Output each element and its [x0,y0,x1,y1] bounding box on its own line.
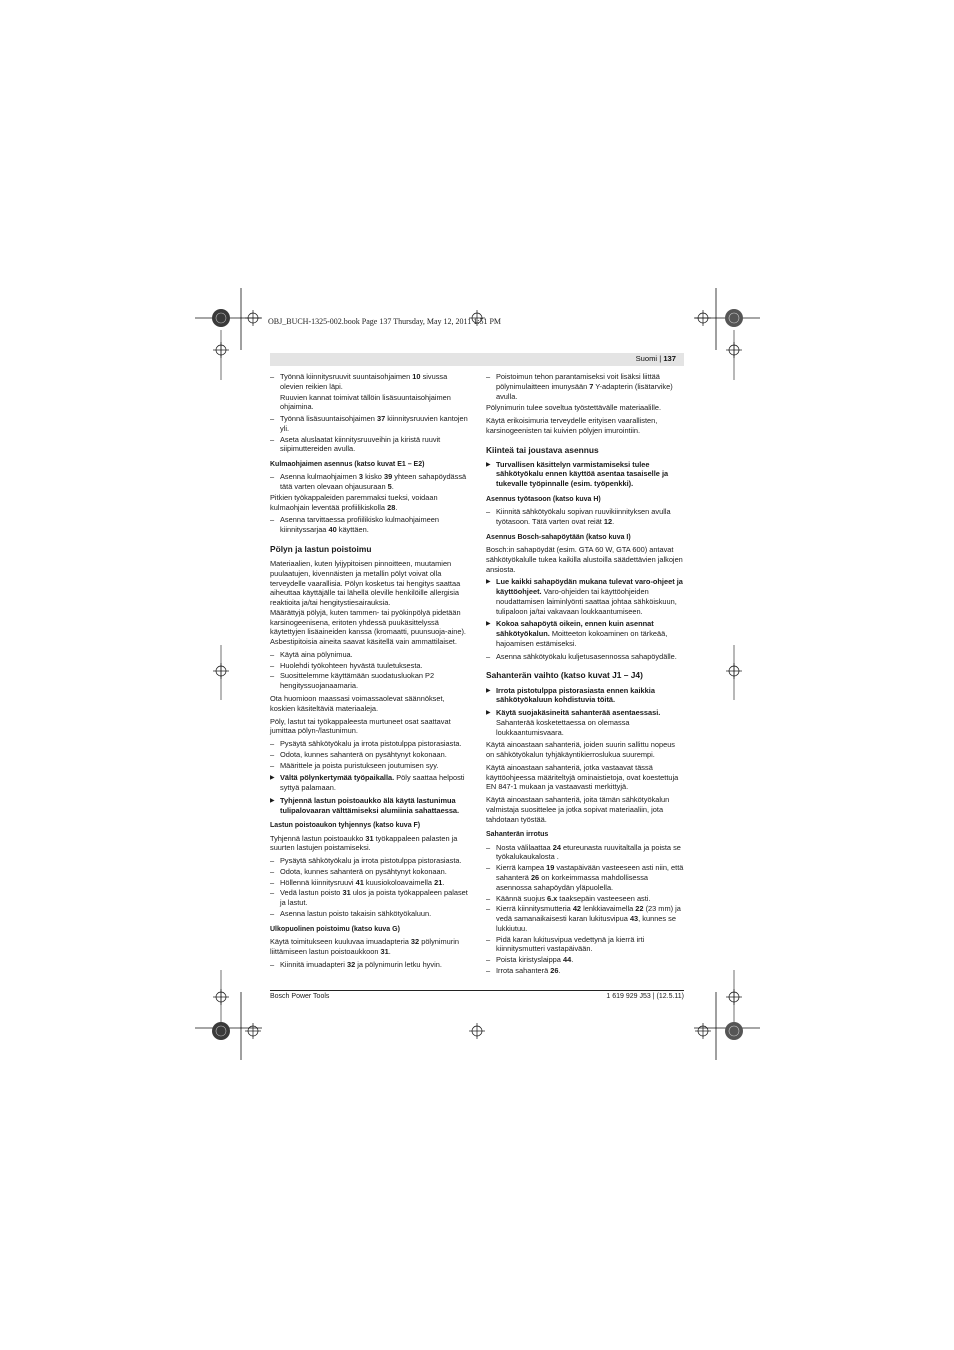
book-file-info: OBJ_BUCH-1325-002.book Page 137 Thursday, May 12, 2011 1:51 PM [268,317,502,326]
warning-item: ▶ Kokoa sahapöytä oikein, ennen kuin asennat sähkötyökalun. Moitteeton kokoaminen on tärkeää, hajoamisen estämiseksi. [486,619,684,648]
subheading-tyotaso: Asennus työtasoon (katso kuva H) [486,495,601,503]
header-section: Suomi [635,354,658,363]
warning-item: ▶ Lue kaikki sahapöydän mukana tulevat varo-ohjeet ja käyttöohjeet. Varo-ohjeiden tai käyttöohjeiden noudattamisen laiminlyönti saattaa johtaa sähköiskuun, tulipaloon ja/tai vakavaan loukkaantumiseen. [486,577,684,616]
list-item: – Poistoimun tehon parantamiseksi voit lisäksi liittää pölynimulaitteen imunysään 7 Y-adapterin (lisätarvike) avulla. [486,372,684,401]
list-item: – Asenna lastun poisto takaisin sähkötyökaluun. [270,909,468,919]
warning-item: ▶ Irrota pistotulppa pistorasiasta ennen kaikkia sähkötyökaluun kohdistuvia töitä. [486,686,684,706]
paragraph: Pitkien työkappaleiden paremmaksi tueksi, voidaan kulmaohjain leventää profiilikiskolla 28. [270,492,438,512]
paragraph: Pölynimurin tulee soveltua työstettävälle materiaalille. [486,403,661,413]
left-column [270,372,468,970]
list-item: – Kierrä kampea 19 vastapäivään vasteeseen asti niin, että sahanterä 26 on korkeimmassa mahdollisessa asennossa sahapöydän yläpuolella. [486,863,684,892]
list-item: – Määrittele ja poista puristukseen joutumisen syy. [270,761,468,771]
list-item: – Höllennä kiinnitysruuvi 41 kuusiokoloavaimella 21. [270,878,468,888]
list-item: – Aseta aluslaatat kiinnitysruuveihin ja kiristä ruuvit siipimuttereiden avulla. [270,435,468,455]
list-item: – Kiinnitä sähkötyökalu sopivan ruuvikiinnityksen avulla työtasoon. Tätä varten ovat reiät 12. [486,507,684,527]
page-number: 137 [663,354,676,363]
list-item: – Käännä suojus 6.x taaksepäin vasteeseen asti. [486,894,684,904]
footer-rule [270,990,684,991]
subheading-sahanteran-irrotus: Sahanterän irrotus [486,831,549,839]
paragraph: Käytä ainoastaan sahanteriä, joiden suurin sallittu nopeus on sähkötyökalun tyhjäkäyntikierroslukua suurempi. [486,740,675,760]
footer-doc-code: 1 619 929 J53 | (12.5.11) [606,993,684,1000]
paragraph: Bosch:in sahapöydät (esim. GTA 60 W, GTA 600) antavat sähkötyökalulle tukea kaikilla alustoilla säädettävien jalkojen ansiosta. [486,544,683,574]
list-item: – Käytä aina pölynimua. [270,650,468,660]
paragraph: Käytä ainoastaan sahanteriä, joita tämän sähkötyökalun valmistaja suosittelee ja jotka sopivat materiaaliin, jota tahdotaan työstää. [486,795,670,824]
heading-sahanteran-vaihto: Sahanterän vaihto (katso kuvat J1 – J4) [486,670,643,681]
list-item: – Kiinnitä imuadapteri 32 ja pölynimurin letku hyvin. [270,960,468,970]
paragraph: Ota huomioon maassasi voimassaolevat säännökset, koskien käsiteltäviä materiaaleja. [270,694,445,713]
list-item: – Kierrä kiinnitysmutteria 42 lenkkiavaimella 22 (23 mm) ja vedä samanaikaisesti karan lukitusvipua 43, kunnes se lukkiutuu. [486,904,684,933]
list-item: – Asenna tarvittaessa profiilikisko kulmaohjaimeen kiinnityssarjaa 40 käyttäen. [270,515,468,535]
paragraph: Käytä ainoastaan sahanteriä, jotka vastaavat tässä käyttöohjeessa määriteltyjä ominaistietoja, ovat koestettuja EN 847-1 mukaan ja vastaavasti merkittyjä. [486,762,679,792]
header-separator: | [659,354,662,363]
paragraph: Pöly, lastut tai työkappaleesta murtuneet osat saattavat jumittaa pölyn-/lastunimun. [270,716,451,736]
subheading-bosch-sahapoyta: Asennus Bosch-sahapöytään (katso kuva I) [486,533,631,541]
list-item: – Vedä lastun poisto 31 ulos ja poista työkappaleen palaset ja lastut. [270,888,468,908]
list-item: – Asenna kulmaohjaimen 3 kisko 39 yhteen sahapöydässä tätä varten olevaan ohjausuraan 5. [270,472,468,492]
paragraph: Käytä toimitukseen kuuluvaa imuadapteria 32 pölynimurin liittämiseen lastun poistoaukkoon 31. [270,937,460,956]
list-item-note: Ruuvien kannat toimivat tällöin lisäsuuntaisohjaimen ohjaimina. [280,392,451,412]
page-header-bar [270,353,684,366]
warning-item: ▶ Tyhjennä lastun poistoaukko älä käytä lastunimua tulipalovaaran välttämiseksi alumiinia sahattaessa. [270,796,468,816]
list-item: – Työnnä lisäsuuntaisohjaimen 37 kiinnitysruuvien kantojen yli. [270,414,468,434]
warning-item: ▶ Vältä pölynkertymää työpaikalla. Pöly saattaa helposti syttyä palamaan. [270,773,468,793]
list-item: – Odota, kunnes sahanterä on pysähtynyt kokonaan. [270,867,468,877]
subheading-kulmaohjain: Kulmaohjaimen asennus (katso kuvat E1 – E2) [270,461,425,469]
list-item: – Huolehdi työkohteen hyvästä tuuletuksesta. [270,661,468,671]
subheading-ulkopuolinen-poistoimu: Ulkopuolinen poistoimu (katso kuva G) [270,925,400,933]
list-item: – Nosta välilaattaa 24 etureunasta ruuvitaltalla ja poista se työkalukaukalosta . [486,843,684,863]
list-item: – Irrota sahanterä 26. [486,966,684,976]
list-item: – Pidä karan lukitusvipua vedettynä ja kierrä irti kiinnitysmutteri vastapäivään. [486,935,684,955]
list-item: – Pysäytä sähkötyökalu ja irrota pistotulppa pistorasiasta. [270,856,468,866]
right-column [486,372,684,977]
warning-item: ▶ Turvallisen käsittelyn varmistamiseksi tulee sähkötyökalu ennen käyttöä asentaa tasaiselle ja tukevalle työpinnalle (esim. työpenkki). [486,460,684,489]
heading-polyn-poistoimu: Pölyn ja lastun poistoimu [270,543,372,554]
list-item: – Työnnä kiinnitysruuvit suuntaisohjaimen 10 sivussa olevien reikien läpi. [270,372,468,392]
footer-brand: Bosch Power Tools [270,993,330,1000]
list-item: – Pysäytä sähkötyökalu ja irrota pistotulppa pistorasiasta. [270,739,468,749]
paragraph: Materiaalien, kuten lyijypitoisen pinnoitteen, muutamien puulaatujen, kivennäisten ja metallin pölyt voivat olla terveydelle vaarallisia. Pölyn kosketus tai hengitys saattaa aiheuttaa käyttäjälle tai lähellä oleville henkilöille allergisia reaktioita ja/tai hengitystiesairauksia. [270,559,461,608]
paragraph: Tyhjennä lastun poistoaukko 31 työkappaleen palasten ja suurten lastujen poistamiseksi. [270,833,458,853]
paragraph: Käytä erikoisimuria terveydelle erityisen vaarallisten, karsinogeenisten tai kuivien pölyjen imurointiin. [486,416,658,435]
paragraph: Määrättyjä pölyjä, kuten tammen- tai pyökinpölyä pidetään karsinogeenisena, eritoten yhdessä puukäsittelyssä käytettyjen lisäaineiden kanssa (kromaatti, puunsuoja-aine). Asbestipitoisia aineita saavat käsitellä vain ammattilaiset. [270,607,466,647]
list-item: – Odota, kunnes sahanterä on pysähtynyt kokonaan. [270,750,468,760]
warning-item: ▶ Käytä suojakäsineitä sahanterää asentaessasi. Sahanterää kosketettaessa on olemassa loukkaantumisvaara. [486,708,684,737]
list-item: – Suosittelemme käyttämään suodatusluokan P2 hengityssuojanaamaria. [270,671,468,691]
subheading-lastun-poistoaukko: Lastun poistoaukon tyhjennys (katso kuva F) [270,822,421,830]
list-item: – Poista kiristyslaippa 44. [486,955,684,965]
list-item: – Asenna sähkötyökalu kuljetusasennossa sahapöydälle. [486,652,684,662]
page-header [636,354,676,363]
heading-kiintea-asennus: Kiinteä tai joustava asennus [486,444,599,455]
